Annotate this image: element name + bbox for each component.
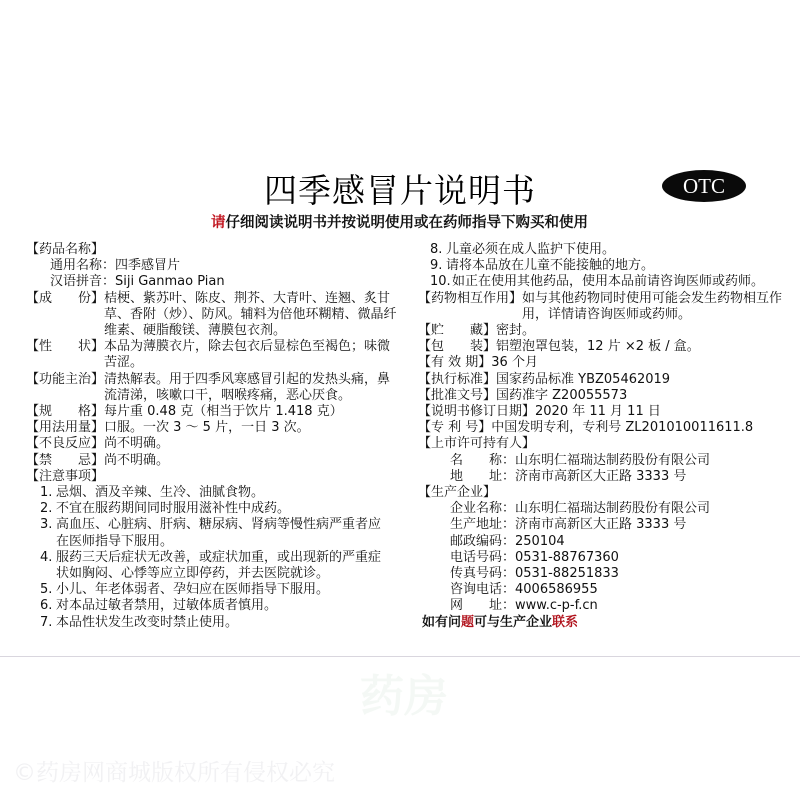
field-value	[104, 420, 310, 436]
item-number: 6.	[40, 598, 53, 614]
item-text-line: 状如胸闷、心悸等应立即停药，并去医院就诊。	[56, 566, 330, 582]
item-number: 2.	[40, 501, 53, 517]
field-row	[26, 291, 406, 340]
field-value	[496, 372, 670, 388]
field-value	[496, 339, 700, 355]
field-row	[26, 420, 406, 436]
field-value	[104, 453, 169, 469]
field-label: 【说明书修订日期】	[418, 404, 536, 420]
contact-note-part: 如有问	[422, 614, 462, 630]
field-label: 【功能主治】	[26, 371, 105, 387]
copyright-watermark: ©药房网商城版权所有侵权必究	[13, 760, 335, 786]
section-detail: 企业名称：山东明仁福瑞达制药股份有限公司	[450, 501, 711, 517]
item-number: 10.	[430, 274, 451, 290]
field-value-line: 尚不明确。	[104, 436, 170, 452]
field-value-line: 国家药品标准 YBZ05462019	[496, 371, 671, 387]
field-value-line: 中国发明专利，专利号 ZL201010011611.8	[491, 420, 754, 436]
precaution-item	[26, 501, 406, 517]
field-row	[418, 388, 798, 404]
field-row	[418, 339, 798, 355]
item-text	[56, 485, 264, 501]
field-row	[418, 404, 798, 420]
item-text	[56, 615, 238, 631]
item-text-line: 小儿、年老体弱者、孕妇应在医师指导下服用。	[56, 582, 330, 598]
contact-note	[418, 615, 798, 631]
field-value-line: 如与其他药物同时使用可能会发生药物相互作	[522, 290, 783, 306]
section-detail: 地 址：济南市高新区大正路 3333 号	[450, 468, 687, 484]
field-value	[104, 339, 390, 371]
item-number: 5.	[40, 582, 53, 598]
right-column	[418, 242, 798, 631]
precaution-item	[418, 274, 798, 290]
field-row	[418, 323, 798, 339]
field-value-line: 桔梗、紫苏叶、陈皮、荆芥、大青叶、连翘、炙甘	[104, 290, 391, 306]
item-number: 8.	[430, 242, 443, 257]
field-label: 【规 格】	[26, 404, 105, 420]
item-number: 4.	[40, 549, 53, 565]
item-text-line: 请将本品放在儿童不能接触的地方。	[446, 258, 655, 274]
section-detail: 邮政编码：250104	[450, 533, 565, 549]
left-column	[26, 242, 406, 631]
field-value-line: 清热解表。用于四季风寒感冒引起的发热头痛，鼻	[104, 371, 391, 387]
field-label: 【有 效 期】	[418, 355, 492, 371]
field-label: 【包 装】	[418, 339, 497, 355]
precaution-item	[26, 615, 406, 631]
field-label: 【禁 忌】	[26, 452, 105, 468]
item-text	[446, 242, 615, 258]
contact-note-part: 题	[461, 614, 475, 630]
field-value-line: 口服。一次 3 ～ 5 片，一日 3 次。	[104, 420, 310, 436]
center-watermark: 药房	[360, 671, 448, 722]
field-value	[535, 404, 661, 420]
item-text-line: 对本品过敏者禁用，过敏体质者慎用。	[56, 598, 278, 614]
item-text	[56, 550, 381, 582]
item-number: 9.	[430, 258, 443, 274]
field-value-line: 本品为薄膜衣片，除去包衣后显棕色至褐色；味微	[104, 339, 391, 355]
field-label: 【批准文号】	[418, 387, 497, 403]
precaution-item	[26, 582, 406, 598]
field-label: 【不良反应】	[26, 436, 105, 452]
field-label: 【执行标准】	[418, 371, 497, 387]
item-text-line: 不宜在服药期间同时服用滋补性中成药。	[56, 501, 291, 517]
field-row	[418, 420, 798, 436]
field-label: 【成 份】	[26, 290, 105, 306]
field-label: 【药物相互作用】	[418, 290, 523, 306]
item-text	[452, 274, 764, 290]
otc-badge: OTC	[662, 170, 746, 202]
section-heading: 【上市许可持有人】	[418, 436, 536, 452]
field-row	[26, 339, 406, 371]
section-detail: 汉语拼音：Siji Ganmao Pian	[50, 274, 225, 290]
field-row	[418, 291, 798, 323]
field-value-line: 36 个月	[491, 355, 538, 371]
item-number: 7.	[40, 614, 53, 630]
precaution-item	[26, 550, 406, 582]
field-value	[104, 372, 390, 404]
field-value	[104, 404, 343, 420]
section-detail: 咨询电话：4006586955	[450, 582, 598, 598]
notice-first-char: 请	[211, 215, 226, 231]
contact-note-part: 可与生产企业	[474, 614, 553, 630]
item-text	[56, 517, 381, 549]
section-detail: 名 称：山东明仁福瑞达制药股份有限公司	[450, 452, 711, 468]
item-text-line: 儿童必须在成人监护下使用。	[446, 242, 616, 257]
section-heading: 【生产企业】	[418, 485, 497, 501]
item-text-line: 服药三天后症状无改善，或症状加重，或出现新的严重症	[56, 549, 382, 565]
field-row	[418, 355, 798, 371]
item-text-line: 高血压、心脏病、肝病、糖尿病、肾病等慢性病严重者应	[56, 517, 382, 533]
field-value-line: 铝塑泡罩包装，12 片 ×2 板 / 盒。	[496, 339, 700, 355]
field-label: 【专 利 号】	[418, 420, 492, 436]
field-value	[522, 291, 782, 323]
field-value	[496, 323, 535, 339]
section-detail: 电话号码：0531-88767360	[450, 549, 619, 565]
field-value	[491, 420, 753, 436]
field-value-line: 国药准字 Z20055573	[496, 387, 628, 403]
precaution-item	[26, 598, 406, 614]
section-detail: 通用名称：四季感冒片	[50, 258, 181, 274]
field-value-line: 密封。	[496, 323, 536, 339]
section-detail: 网 址：www.c-p-f.cn	[450, 598, 598, 614]
notice-text: 仔细阅读说明书并按说明使用或在药师指导下购买和使用	[225, 215, 588, 231]
section-heading: 【注意事项】	[26, 468, 105, 484]
field-label: 【贮 藏】	[418, 323, 497, 339]
field-row	[26, 404, 406, 420]
field-label: 【性 状】	[26, 339, 105, 355]
field-value-line: 每片重 0.48 克（相当于饮片 1.418 克）	[104, 404, 343, 420]
reading-notice	[211, 211, 588, 232]
item-text-line: 忌烟、酒及辛辣、生冷、油腻食物。	[56, 485, 265, 501]
item-number: 3.	[40, 517, 53, 533]
precaution-item	[418, 242, 798, 258]
document-title: 四季感冒片说明书	[264, 171, 536, 210]
field-row	[418, 372, 798, 388]
section-detail: 传真号码：0531-88251833	[450, 566, 619, 582]
field-value-line: 草、香附（炒）、防风。辅料为倍他环糊精、微晶纤	[104, 306, 397, 322]
item-text-line: 本品性状发生改变时禁止使用。	[56, 614, 239, 630]
section-detail: 生产地址：济南市高新区大正路 3333 号	[450, 517, 687, 533]
section-heading: 【药品名称】	[26, 242, 105, 257]
field-value	[496, 388, 627, 404]
item-text	[56, 501, 290, 517]
field-row	[26, 436, 406, 452]
item-text	[446, 258, 654, 274]
precaution-item	[26, 485, 406, 501]
field-value-line: 流清涕，咳嗽口干，咽喉疼痛，恶心厌食。	[104, 387, 352, 403]
field-value-line: 维素、硬脂酸镁、薄膜包衣剂。	[104, 323, 287, 339]
field-value-line: 2020 年 11 月 11 日	[535, 404, 661, 420]
field-value-line: 尚不明确。	[104, 452, 170, 468]
field-value-line: 苦涩。	[104, 355, 144, 371]
item-text	[56, 598, 277, 614]
field-row	[26, 372, 406, 404]
field-row	[26, 453, 406, 469]
field-value-line: 用，详情请咨询医师或药师。	[522, 306, 692, 322]
precaution-item	[26, 517, 406, 549]
item-text-line: 如正在使用其他药品，使用本品前请咨询医师或药师。	[452, 274, 765, 290]
contact-note-part: 联系	[552, 614, 579, 630]
field-value	[104, 291, 397, 340]
field-value	[104, 436, 169, 452]
item-text-line: 在医师指导下服用。	[56, 533, 174, 549]
field-label: 【用法用量】	[26, 420, 105, 436]
field-value	[491, 355, 538, 371]
precaution-item	[418, 258, 798, 274]
item-number: 1.	[40, 485, 53, 501]
item-text	[56, 582, 329, 598]
